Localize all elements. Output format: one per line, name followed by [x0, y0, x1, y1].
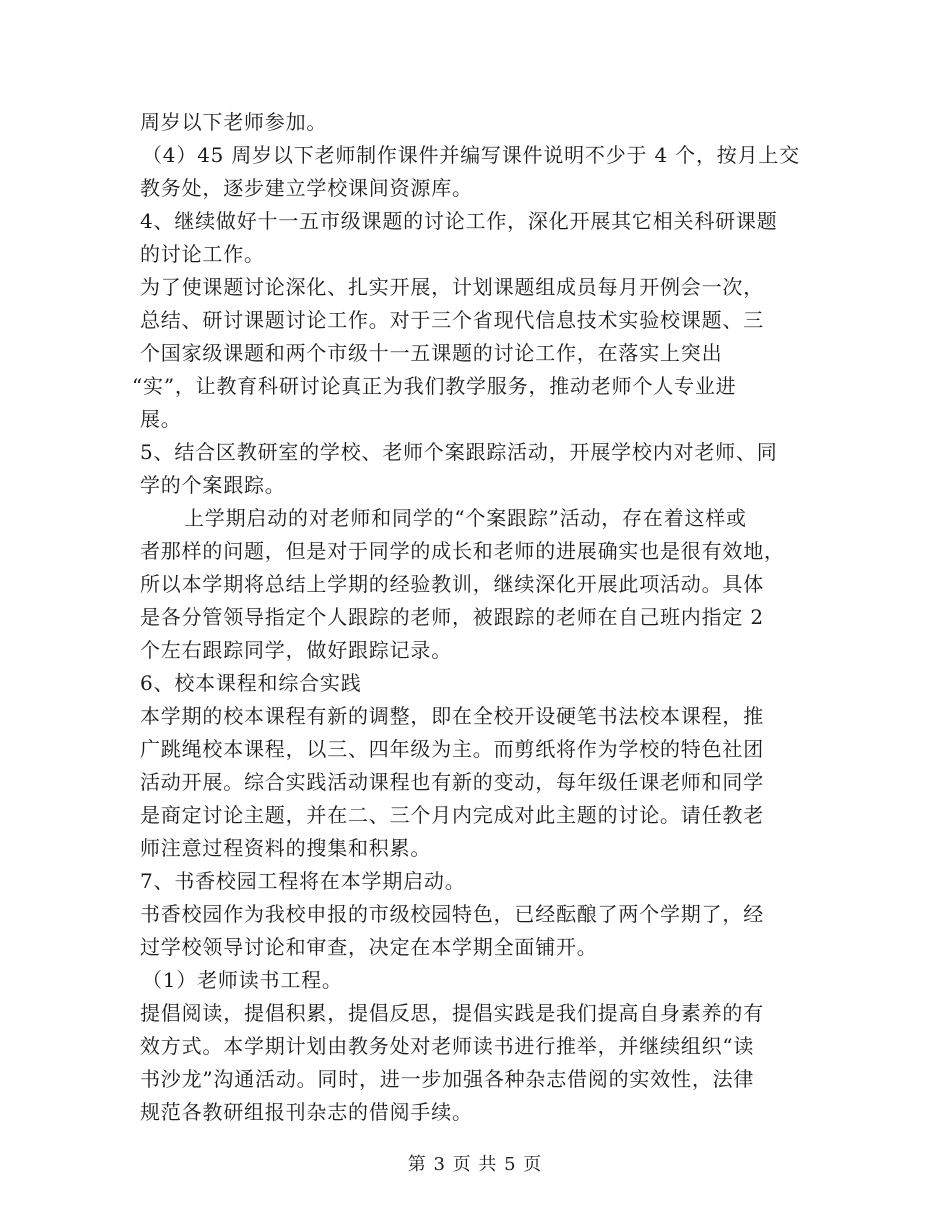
document-body — [132, 106, 810, 1129]
subsection-heading: （1）老师读书工程。 — [142, 968, 343, 992]
text-line: 教务处，逐步建立学校课间资源库。 — [140, 176, 473, 200]
text-line: 学的个案跟踪。 — [140, 473, 286, 497]
text-line: 是各分管领导指定个人跟踪的老师，被跟踪的老师在自己班内指定 2 — [140, 605, 764, 629]
section-heading: 6、校本课程和综合实践 — [140, 671, 362, 695]
text-line: 活动开展。综合实践活动课程也有新的变动，每年级任课老师和同学 — [140, 770, 764, 794]
text-line: 师注意过程资料的搜集和积累。 — [140, 836, 432, 860]
text-line: 个国家级课题和两个市级十一五课题的讨论工作，在落实上突出 — [140, 341, 723, 365]
text-line: 周岁以下老师参加。 — [140, 110, 328, 134]
section-heading: 7、书香校园工程将在本学期启动。 — [140, 869, 466, 893]
text-line: 效方式。本学期计划由教务处对老师读书进行推举，并继续组织“读 — [140, 1034, 755, 1058]
text-line: 为了使课题讨论深化、扎实开展，计划课题组成员每月开例会一次， — [140, 275, 764, 299]
text-line: 广跳绳校本课程，以三、四年级为主。而剪纸将作为学校的特色社团 — [140, 737, 764, 761]
text-line: 个左右跟踪同学，做好跟踪记录。 — [140, 638, 452, 662]
page-footer — [0, 1150, 950, 1176]
text-line: 书沙龙”沟通活动。同时，进一步加强各种杂志借阅的实效性，法律 — [140, 1067, 755, 1091]
text-line: 上学期启动的对老师和同学的“个案跟踪”活动，存在着这样或 — [184, 506, 747, 530]
text-line: “实”，让教育科研讨论真正为我们教学服务，推动老师个人专业进 — [132, 374, 737, 398]
text-line: 展。 — [140, 407, 182, 431]
text-line: 本学期的校本课程有新的调整，即在全校开设硬笔书法校本课程，推 — [140, 704, 764, 728]
text-line: 规范各教研组报刊杂志的借阅手续。 — [140, 1100, 473, 1124]
text-line: 书香校园作为我校申报的市级校园特色，已经酝酿了两个学期了，经 — [140, 902, 764, 926]
text-line: 总结、研讨课题讨论工作。对于三个省现代信息技术实验校课题、三 — [140, 308, 764, 332]
page-number-text: 第 3 页 共 5 页 — [407, 1154, 543, 1175]
text-line: 过学校领导讨论和审查，决定在本学期全面铺开。 — [140, 935, 598, 959]
section-heading: 5、结合区教研室的学校、老师个案跟踪活动，开展学校内对老师、同 — [140, 440, 778, 464]
text-line: 的讨论工作。 — [140, 242, 265, 266]
text-line: 者那样的问题，但是对于同学的成长和老师的进展确实也是很有效地， — [140, 539, 785, 563]
text-line: 提倡阅读，提倡积累，提倡反思，提倡实践是我们提高自身素养的有 — [140, 1001, 764, 1025]
section-heading: 4、继续做好十一五市级课题的讨论工作，深化开展其它相关科研课题 — [140, 209, 778, 233]
text-line: 是商定讨论主题，并在二、三个月内完成对此主题的讨论。请任教老 — [140, 803, 764, 827]
text-line: （4）45 周岁以下老师制作课件并编写课件说明不少于 4 个，按月上交 — [142, 143, 800, 167]
text-line: 所以本学期将总结上学期的经验教训，继续深化开展此项活动。具体 — [140, 572, 764, 596]
